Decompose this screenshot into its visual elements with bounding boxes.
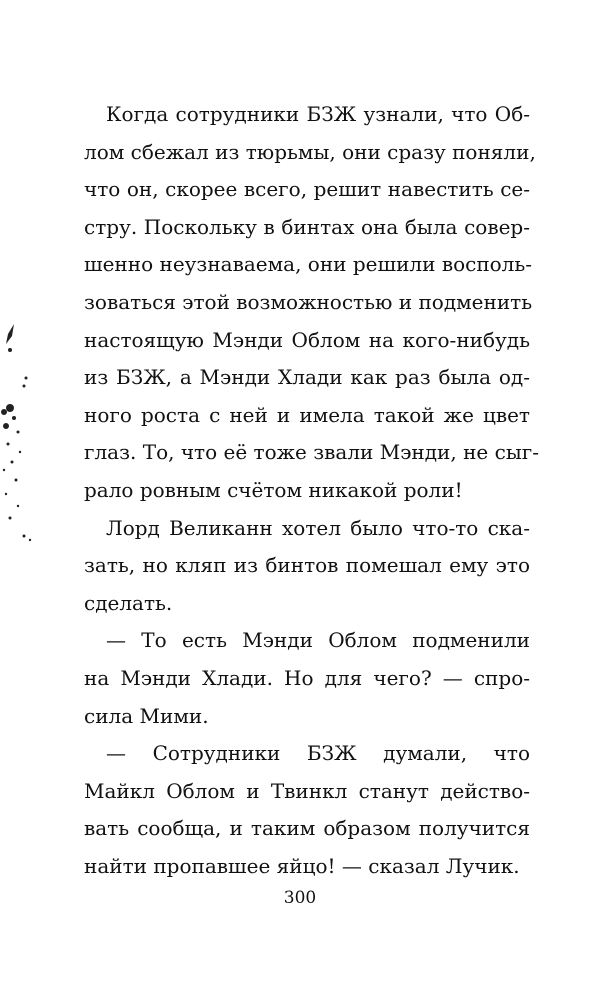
text-line: Когда сотрудники БЗЖ узнали, что Об-	[106, 102, 530, 126]
text-line: — То есть Мэнди Облом подменили	[106, 628, 530, 653]
text-line: из БЗЖ, а Мэнди Хлади как раз была од-	[84, 365, 530, 390]
text-line: стру. Поскольку в бинтах она была совер-	[84, 214, 530, 239]
text-line: ного роста с ней и имела такой же цвет	[84, 402, 530, 427]
text-line: на Мэнди Хлади. Но для чего? — спро-	[84, 665, 530, 690]
page-number: 300	[283, 888, 317, 908]
text-line: зоваться этой возможностью и подменить	[84, 289, 533, 314]
text-line: найти пропавшее яйцо! — сказал Лучик.	[84, 853, 520, 878]
text-line: — Сотрудники БЗЖ думали, что	[106, 741, 530, 766]
text-line: глаз. То, что её тоже звали Мэнди, не сыг-	[84, 440, 539, 465]
text-line: зать, но кляп из бинтов помешал ему это	[84, 553, 530, 578]
text-line: что он, скорее всего, решит навестить се-	[84, 177, 530, 202]
text-line: рало ровным счётом никакой роли!	[84, 477, 463, 502]
text-line: сила Мими.	[84, 703, 209, 728]
text-line: Лорд Великанн хотел было что-то ска-	[106, 515, 530, 540]
body-text	[84, 96, 539, 885]
scan-margin-specks	[0, 320, 40, 580]
text-line: лом сбежал из тюрьмы, они сразу поняли,	[84, 139, 536, 164]
text-line: сделать.	[84, 590, 173, 615]
text-line: шенно неузнаваема, они решили восполь-	[84, 252, 533, 277]
text-line: вать сообща, и таким образом получится	[84, 816, 530, 841]
text-line: настоящую Мэнди Облом на кого-нибудь	[84, 327, 530, 352]
text-line: Майкл Облом и Твинкл станут действо-	[84, 778, 530, 803]
